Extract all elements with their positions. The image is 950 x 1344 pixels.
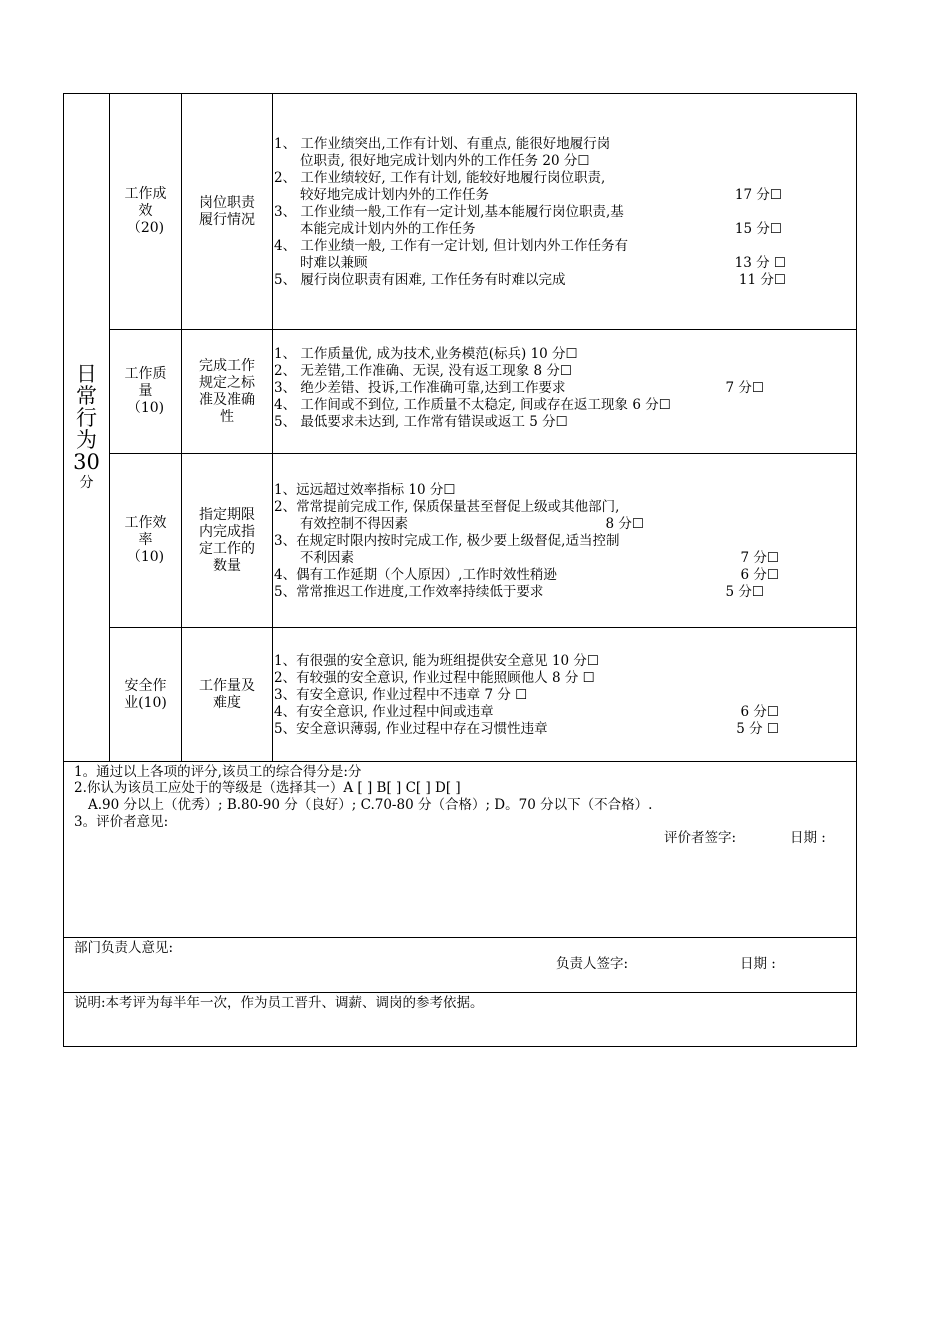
- item-label: 工作效: [124, 515, 167, 531]
- criteria-text: 本能完成计划内外的工作任务: [300, 221, 476, 237]
- criteria-line: [274, 550, 834, 567]
- item-cell: [110, 330, 181, 453]
- criteria-points: 8 分☐: [605, 516, 644, 532]
- criteria-points: 6 分☐: [740, 704, 779, 720]
- desc-label: 指定期限: [199, 506, 255, 523]
- item-label: 安全作: [124, 677, 167, 694]
- item-label: 效: [138, 203, 153, 219]
- desc-label: 规定之标: [199, 374, 255, 391]
- criteria-text: 2、 工作业绩较好, 工作有计划, 能较好地履行岗位职责,: [274, 170, 606, 186]
- criteria-text: 5、常常推迟工作进度,工作效率持续低于要求: [274, 584, 544, 600]
- criteria-line: [274, 670, 834, 687]
- criteria-line: [274, 170, 834, 187]
- criteria-text: 1、 工作业绩突出,工作有计划、有重点, 能很好地履行岗: [274, 136, 611, 152]
- desc-label: 定工作的: [199, 540, 255, 557]
- summary-grade-line: 2.你认为该员工应处于的等级是（选择其一）A [ ] B[ ] C[ ] D[ ]: [74, 780, 461, 796]
- item-label: 工作成: [124, 186, 167, 202]
- item-label: 量: [138, 383, 153, 399]
- divider: [64, 937, 856, 938]
- evaluator-signature-label: 评价者签字:: [664, 830, 737, 846]
- desc-label: 准及准确: [199, 391, 255, 408]
- item-weight: 业(10): [124, 694, 167, 711]
- criteria-text: 4、偶有工作延期（个人原因）,工作时效性稍逊: [274, 567, 557, 583]
- criteria-text: 5、 履行岗位职责有困难, 工作任务有时难以完成: [274, 272, 566, 288]
- desc-cell: [182, 628, 272, 761]
- desc-label: 性: [220, 408, 234, 425]
- criteria-line: [274, 255, 834, 272]
- criteria-points: 7 分☐: [740, 550, 779, 566]
- desc-label: 内完成指: [199, 523, 255, 540]
- desc-cell: [182, 330, 272, 453]
- desc-label: 履行情况: [199, 211, 255, 228]
- divider: [272, 94, 273, 761]
- note-text: 说明:本考评为每半年一次，作为员工晋升、调薪、调岗的参考依据。: [74, 995, 484, 1011]
- dept-date-label: 日期 :: [740, 956, 776, 972]
- criteria-text: 不利因素: [300, 550, 354, 566]
- criteria-line: [274, 272, 834, 289]
- summary-score-line: 1。通过以上各项的评分,该员工的综合得分是:分: [74, 764, 362, 780]
- criteria-points: 5 分 ☐: [736, 721, 779, 737]
- criteria-text: 5、安全意识薄弱, 作业过程中存在习惯性违章: [274, 721, 548, 737]
- criteria-line: [274, 363, 834, 380]
- criteria-line: [274, 653, 834, 670]
- criteria-line: [274, 414, 834, 431]
- criteria-points: 5 分☐: [725, 584, 764, 600]
- criteria-text: 3、有安全意识, 作业过程中不违章 7 分 ☐: [274, 687, 528, 703]
- desc-label: 完成工作: [199, 357, 255, 374]
- criteria-points: 6 分☐: [740, 567, 779, 583]
- criteria-text: 3、 绝少差错、投诉,工作准确可靠,达到工作要求: [274, 380, 566, 396]
- criteria-line: [274, 533, 834, 550]
- item-weight: （20): [126, 220, 165, 236]
- item-cell: [110, 454, 181, 627]
- criteria-line: [274, 687, 834, 704]
- criteria-list: [274, 653, 834, 738]
- criteria-text: 较好地完成计划内外的工作任务: [300, 187, 489, 203]
- category-char: 行: [76, 405, 97, 430]
- category-score: 30: [73, 449, 100, 474]
- item-cell: [110, 94, 181, 329]
- category-daily-behavior: [64, 94, 109, 761]
- category-char: 常: [76, 383, 97, 408]
- desc-label: 难度: [213, 694, 241, 711]
- criteria-points: 13 分 ☐: [734, 255, 786, 271]
- criteria-text: 3、在规定时限内按时完成工作, 极少要上级督促,适当控制: [274, 533, 620, 549]
- criteria-line: [274, 346, 834, 363]
- criteria-text: 1、 工作质量优, 成为技术,业务模范(标兵) 10 分☐: [274, 346, 578, 362]
- criteria-line: [274, 380, 834, 397]
- criteria-list: [274, 136, 834, 289]
- item-cell: [110, 628, 181, 761]
- criteria-line: [274, 187, 834, 204]
- criteria-line: [274, 584, 834, 601]
- desc-cell: [182, 94, 272, 329]
- divider: [64, 761, 856, 762]
- item-label: 率: [138, 532, 153, 548]
- criteria-list: [274, 482, 834, 601]
- summary-evaluator-opinion: 3。评价者意见:: [74, 814, 169, 830]
- category-unit: 分: [79, 474, 94, 491]
- criteria-line: [274, 153, 834, 170]
- dept-opinion-label: 部门负责人意见:: [74, 940, 174, 956]
- criteria-line: [274, 567, 834, 584]
- item-weight: （10): [126, 549, 165, 565]
- divider: [64, 992, 856, 993]
- criteria-line: [274, 704, 834, 721]
- criteria-text: 5、 最低要求未达到, 工作常有错误或返工 5 分☐: [274, 414, 568, 430]
- criteria-text: 1、远远超过效率指标 10 分☐: [274, 482, 456, 498]
- criteria-text: 1、有很强的安全意识, 能为班组提供安全意见 10 分☐: [274, 653, 600, 669]
- criteria-points: 15 分☐: [734, 221, 782, 237]
- criteria-text: 4、 工作间或不到位, 工作质量不太稳定, 间或存在返工现象 6 分☐: [274, 397, 671, 413]
- criteria-points: 11 分☐: [738, 272, 786, 288]
- criteria-line: [274, 397, 834, 414]
- evaluator-date-label: 日期 :: [790, 830, 826, 846]
- criteria-text: 4、有安全意识, 作业过程中间或违章: [274, 704, 494, 720]
- desc-label: 岗位职责: [199, 194, 255, 211]
- desc-label: 工作量及: [199, 677, 255, 694]
- item-weight: （10): [126, 400, 165, 416]
- criteria-line: [274, 516, 834, 533]
- item-label: 工作质: [124, 366, 167, 382]
- criteria-text: 2、有较强的安全意识, 作业过程中能照顾他人 8 分 ☐: [274, 670, 595, 686]
- desc-label: 数量: [213, 557, 241, 574]
- criteria-line: [274, 204, 834, 221]
- criteria-text: 3、 工作业绩一般,工作有一定计划,基本能履行岗位职责,基: [274, 204, 624, 220]
- criteria-line: [274, 221, 834, 238]
- criteria-text: 4、 工作业绩一般, 工作有一定计划, 但计划内外工作任务有: [274, 238, 629, 254]
- category-char: 为: [76, 427, 97, 452]
- criteria-text: 2、 无差错,工作准确、无误, 没有返工现象 8 分☐: [274, 363, 573, 379]
- evaluation-table: [63, 93, 857, 1047]
- criteria-line: [274, 482, 834, 499]
- criteria-points: 7 分☐: [725, 380, 764, 396]
- criteria-line: [274, 238, 834, 255]
- summary-grade-options: A.90 分以上（优秀）; B.80-90 分（良好）; C.70-80 分（合格）; D。70 分以下（不合格）.: [88, 797, 653, 813]
- dept-signature-label: 负责人签字:: [556, 956, 629, 972]
- criteria-text: 时难以兼顾: [300, 255, 368, 271]
- criteria-text: 有效控制不得因素: [300, 516, 408, 532]
- criteria-text: 2、常常提前完成工作, 保质保量甚至督促上级或其他部门,: [274, 499, 620, 515]
- criteria-points: 17 分☐: [734, 187, 782, 203]
- criteria-list: [274, 346, 834, 431]
- criteria-line: [274, 721, 834, 738]
- category-char: 日: [76, 361, 97, 386]
- criteria-text: 位职责, 很好地完成计划内外的工作任务 20 分☐: [300, 153, 590, 169]
- desc-cell: [182, 454, 272, 627]
- criteria-line: [274, 136, 834, 153]
- criteria-line: [274, 499, 834, 516]
